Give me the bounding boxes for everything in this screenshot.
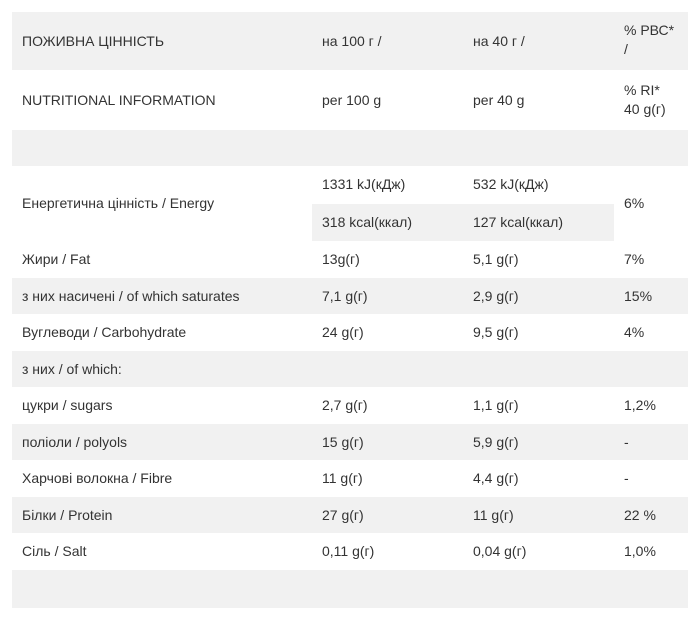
header-per100-ua: на 100 г / (322, 32, 382, 49)
row-value-40: 5,9 g(г) (473, 433, 519, 450)
row-value-40: 1,1 g(г) (473, 397, 519, 413)
table-row (12, 387, 688, 424)
table-row (12, 314, 688, 351)
header-title-en: NUTRITIONAL INFORMATION (22, 91, 216, 108)
table-row (12, 424, 688, 460)
row-value-40: 5,1 g(г) (473, 251, 519, 267)
row-value-100: 7,1 g(г) (322, 287, 368, 304)
row-pct: - (624, 433, 629, 450)
energy-row (12, 166, 688, 241)
row-value-40: 2,9 g(г) (473, 287, 519, 304)
table-row (12, 497, 688, 533)
row-label: Жири / Fat (22, 251, 91, 267)
header-title-ua: ПОЖИВНА ЦІННІСТЬ (22, 32, 165, 49)
energy-label: Енергетична цінність / Energy (22, 195, 215, 211)
row-value-40: 9,5 g(г) (473, 324, 519, 340)
energy-kj-100: 1331 kJ(кДж) (322, 175, 406, 192)
row-pct: 1,0% (624, 543, 656, 559)
header-per40-en: per 40 g (473, 91, 525, 108)
row-pct: 22 % (624, 506, 656, 523)
row-label: Білки / Protein (22, 506, 113, 523)
row-pct: 1,2% (624, 397, 656, 413)
row-label: поліоли / polyols (22, 433, 128, 450)
row-value-100: 2,7 g(г) (322, 397, 368, 413)
row-value-100: 0,11 g(г) (322, 543, 375, 559)
row-value-100: 11 g(г) (322, 470, 363, 486)
header-per40-ua: на 40 г / (473, 32, 525, 49)
row-label: Вуглеводи / Carbohydrate (22, 324, 187, 340)
row-pct: - (624, 470, 629, 486)
header-rv-line1: % РВС* (624, 22, 675, 38)
spacer-row (12, 130, 688, 166)
header-rv-ua (624, 21, 674, 59)
table-row (12, 351, 688, 387)
row-pct: 4% (624, 324, 645, 340)
row-value-100: 27 g(г) (322, 506, 364, 523)
row-value-40: 4,4 g(г) (473, 470, 519, 486)
table-row (12, 460, 688, 497)
row-pct: 15% (624, 287, 653, 304)
row-label: з них насичені / of which saturates (22, 287, 240, 304)
row-label: з них / of which: (22, 360, 122, 377)
energy-kcal-100: 318 kcal(ккал) (322, 214, 412, 230)
row-value-100: 15 g(г) (322, 433, 364, 450)
header-row-en (12, 70, 688, 130)
row-label: цукри / sugars (22, 397, 113, 413)
footer-spacer-row (12, 570, 688, 608)
row-pct: 7% (624, 251, 645, 267)
row-value-40: 11 g(г) (473, 506, 514, 523)
row-value-100: 24 g(г) (322, 324, 364, 340)
header-ri-line1: % RI* (624, 82, 660, 98)
energy-kcal-40: 127 kcal(ккал) (473, 214, 563, 230)
table-row (12, 278, 688, 314)
row-label: Сіль / Salt (22, 543, 87, 559)
energy-kj-40: 532 kJ(кДж) (473, 175, 549, 192)
table-row (12, 533, 688, 570)
row-label: Харчові волокна / Fibre (22, 470, 173, 486)
header-per100-en: per 100 g (322, 91, 382, 108)
row-value-40: 0,04 g(г) (473, 543, 527, 559)
header-ri-en (624, 81, 666, 119)
energy-pct: 6% (624, 195, 645, 211)
header-ri-line2: 40 g(г) (624, 101, 666, 117)
table-row (12, 241, 688, 278)
header-row-ua (12, 12, 688, 70)
row-value-100: 13g(г) (322, 251, 360, 267)
header-rv-line2: / (624, 41, 628, 57)
